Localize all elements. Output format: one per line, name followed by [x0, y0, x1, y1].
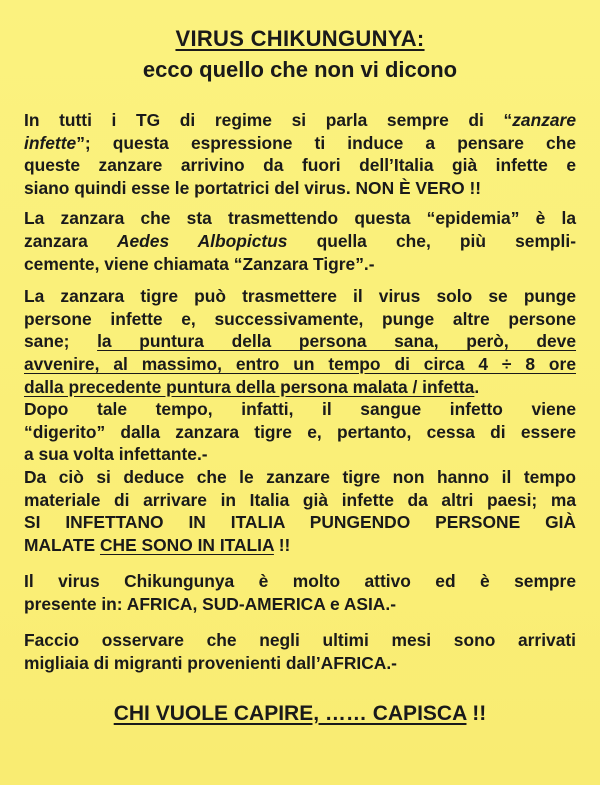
text-span: sane;	[24, 331, 98, 352]
text-line: materiale di arrivare in Italia già infette da altri paesi; ma	[24, 489, 576, 510]
text-line	[24, 230, 576, 253]
text-span: zanzara	[24, 230, 117, 251]
text-line: cemente, viene chiamata “Zanzara Tigre”.-	[24, 253, 375, 274]
underlined-span: dalla precedente puntura della persona malata / infetta	[24, 376, 475, 397]
text-line: Da ciò si deduce che le zanzare tigre non hanno il tempo	[24, 466, 576, 487]
text-span: MALATE	[24, 534, 100, 555]
paragraph-migrants	[24, 629, 576, 674]
text-line: queste zanzare arrivino da fuori dell’Italia già infette e	[24, 155, 576, 176]
paragraph-transmission	[24, 285, 576, 398]
text-line: SI INFETTANO IN ITALIA PUNGENDO PERSONE GIÀ	[24, 512, 576, 533]
flyer-title-text: VIRUS CHIKUNGUNYA:	[175, 26, 425, 51]
underlined-span: CHE SONO IN ITALIA	[100, 534, 274, 555]
paragraph-regime-tg	[24, 109, 576, 199]
text-line: Dopo tale tempo, infatti, il sangue infetto viene	[24, 399, 576, 420]
text-line: “digerito” dalla zanzara tigre e, pertanto, cessa di essere	[24, 421, 576, 442]
text-line: La zanzara che sta trasmettendo questa “epidemia” è la	[24, 208, 576, 229]
italic-span: zanzare	[512, 110, 576, 130]
italic-span: infette	[24, 132, 77, 153]
paragraph-digestion	[24, 398, 576, 556]
text-span: ”; questa espressione ti induce a pensare che	[76, 132, 576, 153]
paragraph-virus-presence	[24, 570, 576, 615]
text-line	[24, 109, 576, 132]
text-span: .	[474, 376, 480, 397]
underlined-span: la puntura della persona sana, però, deve	[97, 331, 577, 352]
text-line	[24, 376, 576, 399]
text-line: migliaia di migranti provenienti dall’AFRICA.-	[24, 653, 397, 674]
text-line	[24, 534, 576, 557]
text-line: siano quindi esse le portatrici del virus. NON È VERO !!	[24, 177, 482, 198]
flyer-subtitle: ecco quello che non vi dicono	[142, 57, 458, 82]
text-line	[24, 330, 576, 353]
paragraph-aedes	[24, 207, 576, 275]
text-line: a sua volta infettante.-	[24, 444, 208, 465]
italic-span: Aedes Albopictus	[116, 230, 288, 251]
flyer-title	[24, 26, 576, 52]
text-span: quella che, più sempli-	[287, 230, 576, 251]
underlined-line: avvenire, al massimo, entro un tempo di circa 4 ÷ 8 ore	[24, 353, 576, 374]
text-line: Il virus Chikungunya è molto attivo ed è sempre	[24, 571, 576, 592]
closing-slogan	[24, 701, 576, 727]
text-span: In tutti i TG di regime si parla sempre di “	[24, 110, 513, 130]
text-span: !!	[273, 534, 291, 555]
text-line: presente in: AFRICA, SUD-AMERICA e ASIA.-	[24, 593, 396, 614]
text-line: persone infette e, successivamente, punge altre persone	[24, 308, 576, 329]
text-line: La zanzara tigre può trasmettere il virus solo se punge	[24, 286, 576, 307]
text-line: Faccio osservare che negli ultimi mesi sono arrivati	[24, 630, 576, 651]
closing-slogan-end: !!	[466, 701, 487, 725]
text-line	[24, 132, 576, 155]
closing-slogan-text: CHI VUOLE CAPIRE, …… CAPISCA	[113, 701, 467, 725]
